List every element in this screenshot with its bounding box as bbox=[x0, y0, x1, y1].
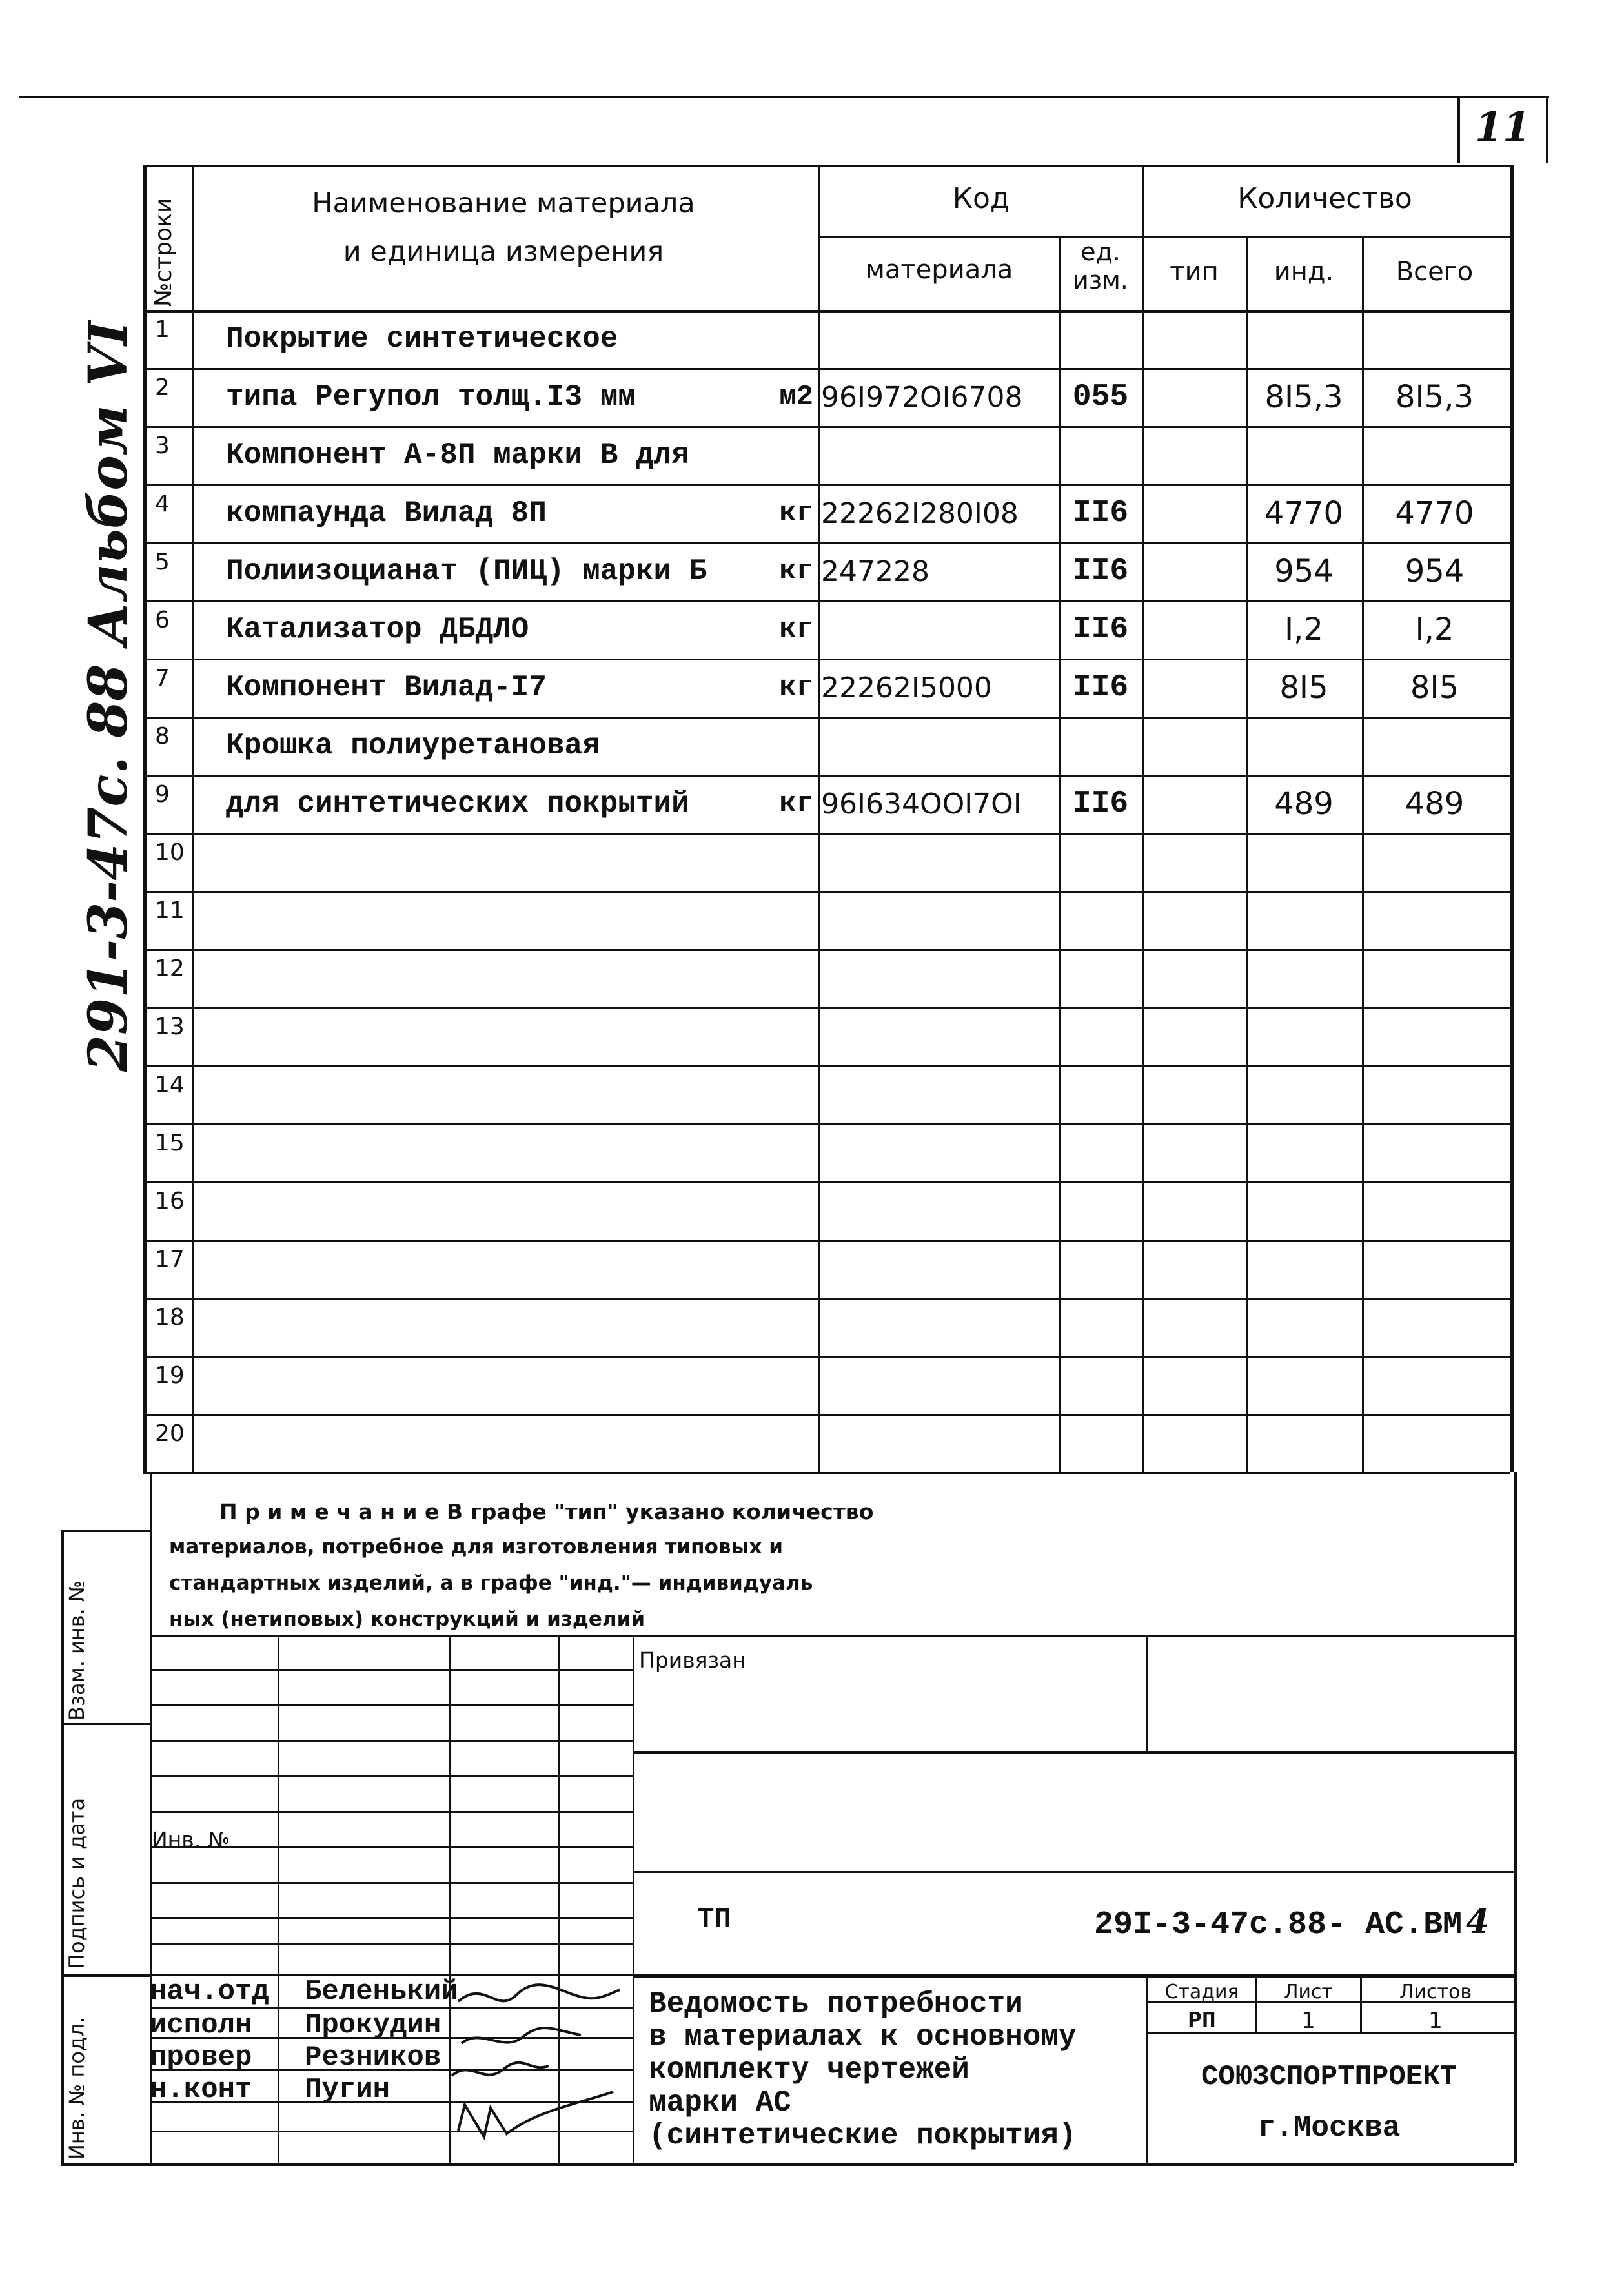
quantity-type bbox=[1142, 1065, 1246, 1123]
sheet-value: 1 bbox=[1301, 2008, 1315, 2034]
page-number-box-right bbox=[1546, 96, 1548, 163]
header-quantity-ind: инд. bbox=[1274, 257, 1334, 287]
stamp-row-line bbox=[150, 1917, 633, 1919]
quantity-individual: 4770 bbox=[1264, 495, 1344, 531]
stamp-privyazan-divider bbox=[1146, 1635, 1148, 1751]
material-code bbox=[821, 1181, 1057, 1240]
inv-no-label: Инв. № bbox=[152, 1827, 230, 1852]
quantity-type bbox=[1142, 542, 1246, 600]
unit-code bbox=[1059, 1298, 1142, 1356]
row-number: 17 bbox=[155, 1246, 185, 1273]
side-field-inv-no-podl: Инв. № подл. bbox=[65, 2017, 89, 2160]
material-name bbox=[226, 833, 781, 891]
row-number: 2 bbox=[155, 374, 170, 401]
row-number: 14 bbox=[155, 1072, 185, 1098]
quantity-total bbox=[1362, 891, 1507, 949]
stamp-right-row bbox=[633, 1974, 1514, 1978]
quantity-individual bbox=[1246, 1007, 1362, 1065]
material-unit bbox=[749, 1240, 813, 1298]
material-unit: м2 bbox=[779, 381, 813, 413]
header-code-material: материала bbox=[865, 255, 1013, 285]
quantity-total: 8I5,3 bbox=[1395, 379, 1474, 415]
material-unit: кг bbox=[779, 613, 813, 646]
material-unit bbox=[749, 1356, 813, 1414]
header-quantity-type: тип bbox=[1170, 257, 1219, 287]
stamp-row-line bbox=[150, 1943, 633, 1945]
material-name: для синтетических покрытий bbox=[226, 787, 689, 821]
row-number: 16 bbox=[155, 1188, 185, 1214]
stamp-row-line bbox=[150, 1775, 633, 1777]
quantity-individual: I,2 bbox=[1284, 611, 1323, 648]
person-name: Пугин bbox=[305, 2074, 391, 2106]
table-column-line bbox=[818, 165, 820, 1472]
quantity-total bbox=[1362, 833, 1507, 891]
side-field-divider bbox=[61, 1723, 150, 1725]
stamp-right-row bbox=[633, 1871, 1514, 1873]
quantity-type bbox=[1142, 310, 1246, 368]
stamp-note-bottom bbox=[150, 1635, 1514, 1637]
quantity-type bbox=[1142, 1181, 1246, 1240]
quantity-total bbox=[1362, 426, 1507, 484]
unit-code bbox=[1059, 949, 1142, 1007]
side-field-divider bbox=[61, 1974, 150, 1977]
row-number: 7 bbox=[155, 665, 170, 691]
material-code bbox=[821, 1298, 1057, 1356]
signatures-scribble bbox=[445, 1976, 633, 2156]
quantity-total bbox=[1362, 1298, 1507, 1356]
unit-code: II6 bbox=[1072, 670, 1129, 705]
unit-code: II6 bbox=[1072, 786, 1129, 821]
quantity-type bbox=[1142, 659, 1246, 717]
stamp-right-row bbox=[633, 1751, 1514, 1754]
row-number: 20 bbox=[155, 1420, 185, 1447]
unit-code bbox=[1059, 891, 1142, 949]
sheets-value: 1 bbox=[1428, 2008, 1443, 2034]
side-field-vzam-inv: Взам. инв. № bbox=[65, 1580, 89, 1721]
row-number: 9 bbox=[155, 781, 170, 808]
row-number: 19 bbox=[155, 1362, 185, 1389]
row-number: 10 bbox=[155, 839, 185, 866]
document-title-line: (синтетические покрытия) bbox=[649, 2119, 1077, 2152]
material-unit bbox=[749, 891, 813, 949]
table-column-line bbox=[143, 165, 147, 1472]
header-code-unit-line1: ед. bbox=[1081, 238, 1121, 266]
material-code bbox=[821, 949, 1057, 1007]
quantity-individual: 8I5 bbox=[1279, 670, 1328, 706]
quantity-type bbox=[1142, 775, 1246, 833]
sheets-label: Листов bbox=[1399, 1981, 1472, 2003]
material-unit bbox=[749, 1298, 813, 1356]
material-code bbox=[821, 1356, 1057, 1414]
quantity-individual bbox=[1246, 1414, 1362, 1472]
material-code bbox=[821, 1007, 1057, 1065]
material-name bbox=[226, 1356, 781, 1414]
material-unit bbox=[749, 310, 813, 368]
document-title-line: комплекту чертежей bbox=[649, 2053, 969, 2087]
document-title-line: в материалах к основному bbox=[649, 2020, 1077, 2054]
header-name-line2: и единица измерения bbox=[343, 236, 664, 268]
role-label: нач.отд bbox=[150, 1976, 269, 2008]
signature-belenky bbox=[458, 1985, 620, 2001]
material-code bbox=[821, 310, 1057, 368]
quantity-individual bbox=[1246, 1181, 1362, 1240]
material-unit bbox=[749, 833, 813, 891]
quantity-individual bbox=[1246, 310, 1362, 368]
table-subheader-divider bbox=[818, 236, 1510, 238]
material-code: 22262I280I08 bbox=[821, 496, 1019, 530]
unit-code bbox=[1059, 1065, 1142, 1123]
privyazan-label: Привязан bbox=[639, 1648, 746, 1673]
material-unit bbox=[749, 1181, 813, 1240]
stamp-row-line bbox=[150, 1811, 633, 1813]
quantity-individual bbox=[1246, 717, 1362, 775]
quantity-type bbox=[1142, 833, 1246, 891]
material-unit bbox=[749, 717, 813, 775]
unit-code: II6 bbox=[1072, 612, 1129, 647]
quantity-total bbox=[1362, 1123, 1507, 1181]
row-number: 6 bbox=[155, 607, 170, 633]
material-code bbox=[821, 891, 1057, 949]
quantity-individual bbox=[1246, 833, 1362, 891]
quantity-type bbox=[1142, 891, 1246, 949]
material-name bbox=[226, 1123, 781, 1181]
quantity-total bbox=[1362, 1356, 1507, 1414]
quantity-individual bbox=[1246, 1356, 1362, 1414]
stamp-column-line bbox=[633, 1635, 634, 2163]
quantity-type bbox=[1142, 1414, 1246, 1472]
unit-code bbox=[1059, 426, 1142, 484]
unit-code bbox=[1059, 1356, 1142, 1414]
material-name bbox=[226, 1240, 781, 1298]
material-name: Компонент А-8П марки В для bbox=[226, 438, 689, 472]
header-quantity: Количество bbox=[1237, 182, 1412, 215]
material-name: Покрытие синтетическое bbox=[226, 322, 618, 356]
document-code-suffix: 4 bbox=[1466, 1902, 1490, 1941]
row-number: 11 bbox=[155, 897, 185, 924]
material-unit bbox=[749, 426, 813, 484]
material-name: Крошка полиуретановая bbox=[226, 729, 600, 762]
row-number: 8 bbox=[155, 723, 170, 750]
material-code: 22262I5000 bbox=[821, 671, 992, 704]
material-code bbox=[821, 1123, 1057, 1181]
person-name: Беленький bbox=[305, 1976, 458, 2008]
material-code bbox=[821, 600, 1057, 659]
tp-label: ТП bbox=[697, 1903, 731, 1936]
stage-value: РП bbox=[1188, 2008, 1216, 2034]
table-column-line bbox=[192, 165, 194, 1472]
table-column-line bbox=[1510, 165, 1514, 1472]
material-name bbox=[226, 1181, 781, 1240]
material-name bbox=[226, 1065, 781, 1123]
organization-city: г.Москва bbox=[1257, 2111, 1401, 2145]
material-name: Катализатор ДБДЛО bbox=[226, 613, 529, 646]
material-code: 247228 bbox=[821, 555, 929, 588]
material-unit: кг bbox=[779, 555, 813, 588]
quantity-individual bbox=[1246, 1298, 1362, 1356]
material-name bbox=[226, 1414, 781, 1472]
side-field-signature-date: Подпись и дата bbox=[65, 1797, 89, 1969]
material-unit bbox=[749, 1065, 813, 1123]
material-name bbox=[226, 1298, 781, 1356]
header-quantity-total: Всего bbox=[1396, 257, 1474, 287]
document-title-line: Ведомость потребности bbox=[649, 1987, 1023, 2021]
quantity-total: 489 bbox=[1405, 786, 1465, 822]
material-name bbox=[226, 949, 781, 1007]
document-code-main: 29I-3-47с.88- АС.ВМ bbox=[1094, 1907, 1463, 1943]
signature-prokudin bbox=[462, 2028, 581, 2043]
page-number-box-left bbox=[1457, 96, 1460, 163]
quantity-total bbox=[1362, 949, 1507, 1007]
material-code bbox=[821, 426, 1057, 484]
unit-code bbox=[1059, 1181, 1142, 1240]
material-code: 96I972OI6708 bbox=[821, 380, 1023, 414]
material-unit: кг bbox=[779, 788, 813, 820]
unit-code: II6 bbox=[1072, 554, 1129, 589]
row-number: 13 bbox=[155, 1014, 185, 1040]
role-label: провер bbox=[150, 2041, 252, 2074]
unit-code bbox=[1059, 1414, 1142, 1472]
top-border-line bbox=[19, 96, 1549, 98]
material-name: Компонент Вилад-I7 bbox=[226, 671, 547, 704]
header-name-line1: Наименование материала bbox=[312, 187, 695, 220]
material-name: Полиизоцианат (ПИЦ) марки Б bbox=[226, 555, 707, 588]
album-side-label: 291-3-47c. 88 Альбом VI bbox=[77, 320, 139, 1072]
quantity-total: 8I5 bbox=[1410, 670, 1459, 706]
organization-name: СОЮЗСПОРТПРОЕКТ bbox=[1201, 2061, 1457, 2093]
quantity-total: I,2 bbox=[1415, 611, 1454, 648]
material-unit bbox=[749, 1123, 813, 1181]
stamp-left-border bbox=[61, 1530, 64, 2163]
quantity-total bbox=[1362, 1007, 1507, 1065]
quantity-individual: 954 bbox=[1274, 553, 1334, 589]
quantity-total bbox=[1362, 1240, 1507, 1298]
quantity-total bbox=[1362, 310, 1507, 368]
note-line-1: П р и м е ч а н и е В графе "тип" указано количество bbox=[219, 1499, 874, 1524]
side-field-divider bbox=[61, 1530, 150, 1532]
unit-code bbox=[1059, 1123, 1142, 1181]
row-number: 1 bbox=[155, 316, 170, 343]
note-line-3: стандартных изделий, а в графе "инд."— индивидуаль bbox=[169, 1571, 813, 1595]
row-number: 18 bbox=[155, 1304, 185, 1331]
quantity-type bbox=[1142, 368, 1246, 426]
quantity-type bbox=[1142, 1298, 1246, 1356]
material-name: типа Регупол толщ.I3 мм bbox=[226, 380, 636, 414]
material-code bbox=[821, 1414, 1057, 1472]
row-number: 15 bbox=[155, 1130, 185, 1156]
stamp-row-line bbox=[150, 1882, 633, 1884]
sheet-label: Лист bbox=[1283, 1981, 1334, 2003]
material-unit: кг bbox=[779, 497, 813, 529]
quantity-type bbox=[1142, 1240, 1246, 1298]
material-name bbox=[226, 1007, 781, 1065]
unit-code bbox=[1059, 717, 1142, 775]
unit-code bbox=[1059, 1007, 1142, 1065]
unit-code bbox=[1059, 833, 1142, 891]
document-title-line: марки АС bbox=[649, 2086, 791, 2120]
row-number: 4 bbox=[155, 491, 170, 517]
quantity-type bbox=[1142, 1356, 1246, 1414]
unit-code: 055 bbox=[1072, 380, 1129, 414]
quantity-type bbox=[1142, 949, 1246, 1007]
person-name: Резников bbox=[305, 2041, 442, 2074]
material-unit bbox=[749, 1007, 813, 1065]
material-code bbox=[821, 1240, 1057, 1298]
stamp-row-line bbox=[150, 1669, 633, 1671]
quantity-individual bbox=[1246, 949, 1362, 1007]
material-name bbox=[226, 891, 781, 949]
material-unit bbox=[749, 1414, 813, 1472]
material-name: компаунда Вилад 8П bbox=[226, 496, 547, 530]
note-line-4: ных (нетиповых) конструкций и изделий bbox=[169, 1608, 645, 1631]
quantity-type bbox=[1142, 600, 1246, 659]
document-code bbox=[1094, 1902, 1489, 1943]
row-number: 12 bbox=[155, 956, 185, 982]
quantity-total bbox=[1362, 1181, 1507, 1240]
header-code-unit-line2: изм. bbox=[1073, 266, 1128, 294]
quantity-individual bbox=[1246, 891, 1362, 949]
quantity-type bbox=[1142, 426, 1246, 484]
material-code bbox=[821, 1065, 1057, 1123]
unit-code bbox=[1059, 310, 1142, 368]
header-code: Код bbox=[952, 182, 1010, 215]
material-code bbox=[821, 833, 1057, 891]
row-number: 3 bbox=[155, 433, 170, 459]
quantity-type bbox=[1142, 1007, 1246, 1065]
quantity-total: 4770 bbox=[1395, 495, 1474, 531]
stamp-row-line bbox=[150, 1704, 633, 1706]
table-top-border bbox=[143, 165, 1510, 167]
stamp-row-line bbox=[150, 1740, 633, 1742]
stamp-right-border bbox=[1514, 1472, 1517, 2163]
unit-code bbox=[1059, 1240, 1142, 1298]
stamp-column-line bbox=[278, 1635, 279, 2163]
quantity-individual bbox=[1246, 1240, 1362, 1298]
quantity-individual bbox=[1246, 1123, 1362, 1181]
unit-code: II6 bbox=[1072, 496, 1129, 531]
quantity-total bbox=[1362, 717, 1507, 775]
person-name: Прокудин bbox=[305, 2009, 442, 2041]
quantity-individual bbox=[1246, 1065, 1362, 1123]
role-label: н.конт bbox=[150, 2074, 252, 2106]
material-unit bbox=[749, 949, 813, 1007]
quantity-type bbox=[1142, 717, 1246, 775]
signature-reznikov bbox=[452, 2063, 549, 2076]
quantity-total bbox=[1362, 1414, 1507, 1472]
stamp-bottom-border bbox=[61, 2163, 1514, 2166]
header-row-number: №строки bbox=[150, 198, 177, 307]
material-code bbox=[821, 717, 1057, 775]
role-label: исполн bbox=[150, 2009, 252, 2041]
quantity-individual bbox=[1246, 426, 1362, 484]
note-line-2: материалов, потребное для изготовления типовых и bbox=[169, 1535, 784, 1559]
quantity-individual: 8I5,3 bbox=[1264, 379, 1343, 415]
material-code: 96I634OOI7OI bbox=[821, 787, 1022, 821]
quantity-total: 954 bbox=[1405, 553, 1465, 589]
material-unit: кг bbox=[779, 671, 813, 704]
quantity-individual: 489 bbox=[1274, 786, 1334, 822]
table-row-line bbox=[143, 1472, 1510, 1474]
quantity-type bbox=[1142, 484, 1246, 542]
signature-pugin bbox=[458, 2092, 613, 2137]
quantity-type bbox=[1142, 1123, 1246, 1181]
page-number: 11 bbox=[1475, 103, 1531, 150]
row-number: 5 bbox=[155, 549, 170, 575]
quantity-total bbox=[1362, 1065, 1507, 1123]
stage-label: Стадия bbox=[1164, 1981, 1239, 2003]
